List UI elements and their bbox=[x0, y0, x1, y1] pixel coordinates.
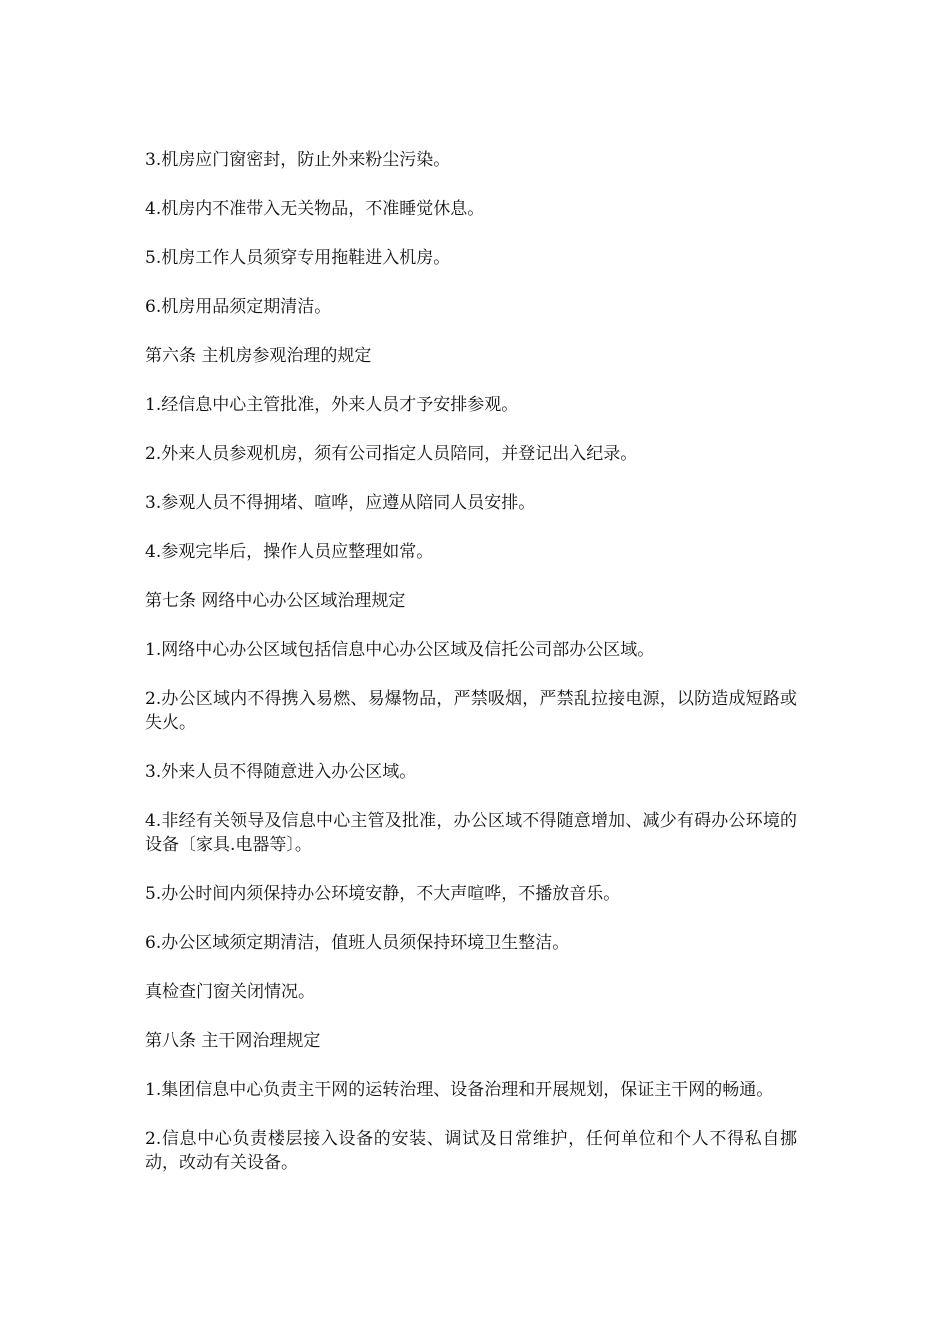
list-item: 3.机房应门窗密封，防止外来粉尘污染。 bbox=[145, 150, 451, 170]
list-item: 6.办公区域须定期清洁，值班人员须保持环境卫生整洁。 bbox=[145, 933, 570, 953]
section-heading: 第六条 主机房参观治理的规定 bbox=[145, 346, 372, 366]
list-item: 2.信息中心负责楼层接入设备的安装、调试及日常维护，任何单位和个人不得私自挪动，改动有关设备。 bbox=[145, 1129, 797, 1173]
list-item: 2.办公区域内不得携入易燃、易爆物品，严禁吸烟，严禁乱拉接电源，以防造成短路或失火。 bbox=[145, 689, 797, 733]
list-item: 4.参观完毕后，操作人员应整理如常。 bbox=[145, 542, 434, 562]
list-item: 5.办公时间内须保持办公环境安静，不大声喧哗，不播放音乐。 bbox=[145, 884, 621, 904]
list-item: 4.机房内不准带入无关物品，不准睡觉休息。 bbox=[145, 199, 485, 219]
list-item: 2.外来人员参观机房，须有公司指定人员陪同，并登记出入纪录。 bbox=[145, 444, 638, 464]
list-item: 1.网络中心办公区域包括信息中心办公区域及信托公司部办公区域。 bbox=[145, 640, 655, 660]
body-text: 真检查门窗关闭情况。 bbox=[145, 982, 315, 1002]
list-item: 1.经信息中心主管批准，外来人员才予安排参观。 bbox=[145, 395, 519, 415]
list-item: 4.非经有关领导及信息中心主管及批准，办公区域不得随意增加、减少有碍办公环境的设备〔家具.电器等〕。 bbox=[145, 811, 797, 855]
list-item: 3.外来人员不得随意进入办公区域。 bbox=[145, 762, 417, 782]
list-item: 5.机房工作人员须穿专用拖鞋进入机房。 bbox=[145, 248, 451, 268]
list-item: 3.参观人员不得拥堵、喧哗，应遵从陪同人员安排。 bbox=[145, 493, 536, 513]
section-heading: 第八条 主干网治理规定 bbox=[145, 1031, 321, 1051]
list-item: 6.机房用品须定期清洁。 bbox=[145, 297, 332, 317]
list-item: 1.集团信息中心负责主干网的运转治理、设备治理和开展规划，保证主干网的畅通。 bbox=[145, 1080, 774, 1100]
document-body bbox=[145, 148, 797, 1200]
section-heading: 第七条 网络中心办公区域治理规定 bbox=[145, 591, 406, 611]
